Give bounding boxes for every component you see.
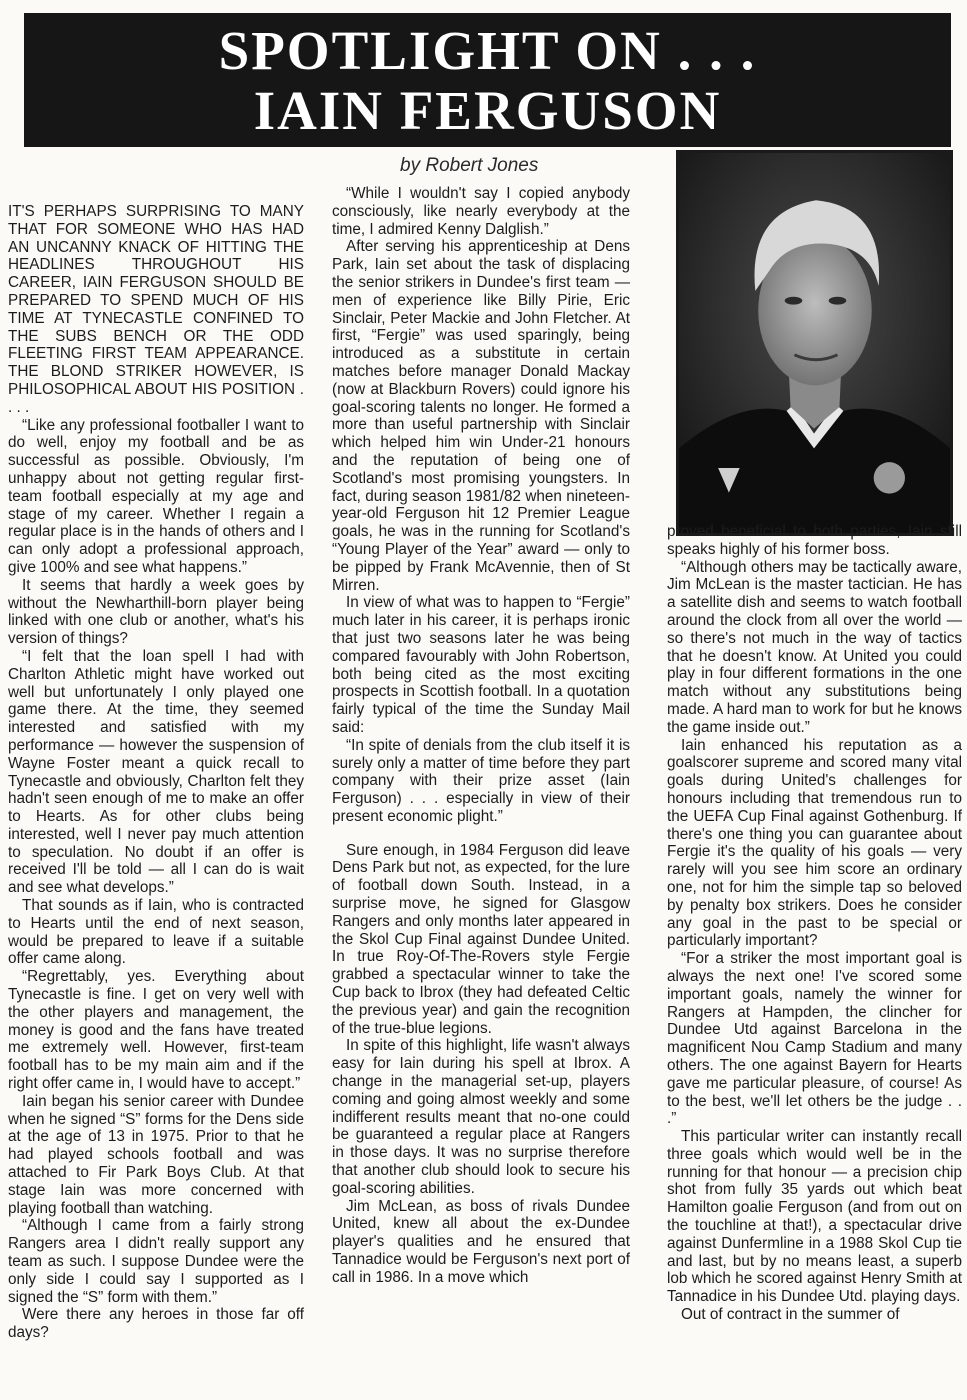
paragraph: In view of what was to happen to “Fergie” much later in his career, it is perhaps ironic that just two seasons later he was being compared favourably with John Robertson, both being cited as the most exciting prospects in Scottish football. In a quotation fairly typical of the time the Sunday Mail said: bbox=[332, 594, 630, 736]
paragraph: After serving his apprenticeship at Dens Park, Iain set about the task of displacing the senior strikers in Dundee's first team — men of experience like Billy Pirie, Eric Sinclair, Peter Mackie and John Fletcher. At first, “Fergie” was used sparingly, being introduced as a substitute in certain matches before manager Donald Mackay (now at Blackburn Rovers) could ignore his goal-scoring talents no longer. He formed a more than useful partnership with Sinclair which helped him win Under-21 honours and the reputation of being one of Scotland's most promising youngsters. In fact, during season 1981/82 when nineteen-year-old Ferguson hit 12 Premier League goals, he was in the running for Scotland's “Young Player of the Year” award — only to be pipped by Frank McAvennie, then of St Mirren. bbox=[332, 238, 630, 594]
paragraph: Out of contract in the summer of bbox=[681, 1306, 900, 1324]
paragraph: proved beneficial to both parties, Iain still speaks highly of his former boss. bbox=[667, 523, 962, 558]
portrait-image bbox=[679, 153, 950, 533]
paragraph: Were there any heroes in those far off days? bbox=[8, 1306, 304, 1342]
player-photo bbox=[676, 150, 953, 536]
paragraph: “Although I came from a fairly strong Rangers area I didn't really support any team as such. I suppose Dundee were the only side I could say I supported as I signed the “S” form with them.” bbox=[8, 1217, 304, 1306]
paragraph: “For a striker the most important goal is always the next one! I've scored some important goals, namely the winner for Rangers at Hampden, the clincher for Dundee Utd against Barcelona in the magnificent Nou Camp Stadium and many others. The one against Bayern for Hearts gave me particular pleasure, of course! As to the best, we'll let others be the judge . . .” bbox=[667, 950, 962, 1128]
headline-line-1: SPOTLIGHT ON . . . bbox=[218, 20, 757, 81]
paragraph: “In spite of denials from the club itself it is surely only a matter of time before they part company with their prize asset (Iain Ferguson) . . . especially in view of their present economic plight.” bbox=[332, 736, 630, 825]
headline-line-2: IAIN FERGUSON bbox=[253, 80, 722, 141]
paragraph: Iain enhanced his reputation as a goalscorer supreme and scored many vital goals during United's challenges for honours including that tremendous run to the UEFA Cup Final against Gothenburg. If there's one thing you can guarantee about Fergie it's the quality of his goals — very rarely will you see him score an ordinary one, not for him the simple tap so beloved by penalty box strikers. Does he consider any goal in the past to be special or particularly important? bbox=[667, 736, 962, 950]
paragraph: Iain began his senior career with Dundee when he signed “S” forms for the Dens side at the age of 13 in 1975. Prior to that he had played schools football and was attached to Fir Park Boys Club. At that stage Iain was more concerned with playing football than watching. bbox=[8, 1092, 304, 1217]
paragraph: Jim McLean, as boss of rivals Dundee United, knew all about the ex-Dundee player's qualities and he ensured that Tannadice would be Ferguson's next port of call in 1986. In a move which bbox=[332, 1197, 630, 1286]
paragraph: Sure enough, in 1984 Ferguson did leave Dens Park but not, as expected, for the lure of football down South. Instead, in a surprise move, he signed for Glasgow Rangers and only months later appeared in the Skol Cup Final against Dundee United. In true Roy-Of-The-Rovers style Fergie grabbed a spectacular winner to take the Cup back to Ibrox (they had defeated Celtic the previous year) and gain the recognition of the true-blue legions. bbox=[332, 841, 630, 1037]
article-column-2 bbox=[332, 185, 630, 1287]
paragraph: This particular writer can instantly recall three goals which would well be in the running for that honour — a precision chip shot from fully 35 yards out which beat Hamilton goalie Ferguson (and from out on the touchline at that!), a spectacular drive against Dunfermline in a 1988 Skol Cup tie and last, but by no means least, a superb lob which he scored against Henry Smith at Tannadice in his Dundee Utd. playing days. bbox=[667, 1128, 962, 1306]
paragraph: “Like any professional footballer I want to do well, enjoy my football and be as successful as possible. Obviously, I'm unhappy about not getting regular first-team football especially at my age and stage of my career. Whether I regain a regular place is in the hands of others and I can only adopt a professional approach, give 100% and see what happens.” bbox=[8, 416, 304, 576]
paragraph: “Although others may be tactically aware, Jim McLean is the master tactician. He has a satellite dish and seems to watch football around the clock from all over the world — so there's not much in the way of tactics that he doesn't know. At United you could play in four different formations in the one match without any substitutions being made. A hard man to work for but he knows the game inside out.” bbox=[667, 558, 962, 736]
paragraph: “While I wouldn't say I copied anybody consciously, like nearly everybody at the time, I admired Kenny Dalglish.” bbox=[332, 185, 630, 238]
paragraph: “I felt that the loan spell I had with Charlton Athletic might have worked out well but unfortunately I only played one game there. At the time, they seemed interested and satisfied with my performance — however the suspension of Wayne Foster meant a quick recall to Tynecastle and obviously, Charlton felt they hadn't seen enough of me to make an offer to Hearts. As for other clubs being interested, well I never pay much attention to speculation. No doubt if an offer is received I'll be told — all I can do is wait and see what develops.” bbox=[8, 647, 304, 897]
paragraph: In spite of this highlight, life wasn't always easy for Iain during his spell at Ibrox. A change in the managerial set-up, players coming and going almost weekly and some indifferent results meant that no-one could be guaranteed a regular place at Rangers in those days. It was no surprise therefore that another club should look to secure his goal-scoring abilities. bbox=[332, 1037, 630, 1197]
paragraph: It seems that hardly a week goes by without the Newharthill-born player being linked with one club or another, what's his version of things? bbox=[8, 576, 304, 648]
paragraph: That sounds as if Iain, who is contracted to Hearts until the end of next season, would be prepared to leave if a suitable offer came along. bbox=[8, 897, 304, 968]
paragraph: IT'S PERHAPS SURPRISING TO MANY THAT FOR SOMEONE WHO HAS HAD AN UNCANNY KNACK OF HITTING THE HEADLINES THROUGHOUT HIS CAREER, IAIN FERGUSON SHOULD BE PREPARED TO SPEND MUCH OF HIS TIME AT TYNECASTLE CONFINED TO THE SUBS BENCH OR THE ODD FLEETING FIRST TEAM APPEARANCE. THE BLOND STRIKER HOWEVER, IS PHILOSOPHICAL ABOUT HIS POSITION . . . . bbox=[8, 203, 304, 416]
article-column-3 bbox=[667, 523, 962, 1324]
article-column-1 bbox=[8, 203, 304, 1342]
headline-banner bbox=[24, 13, 951, 147]
paragraph: “Regrettably, yes. Everything about Tynecastle is fine. I get on very well with the other players and management, the money is good and the fans have treated me extremely well. However, first-team football has to be my main aim and if the right offer came in, I would have to accept.” bbox=[8, 968, 304, 1093]
byline: by Robert Jones bbox=[400, 155, 539, 176]
